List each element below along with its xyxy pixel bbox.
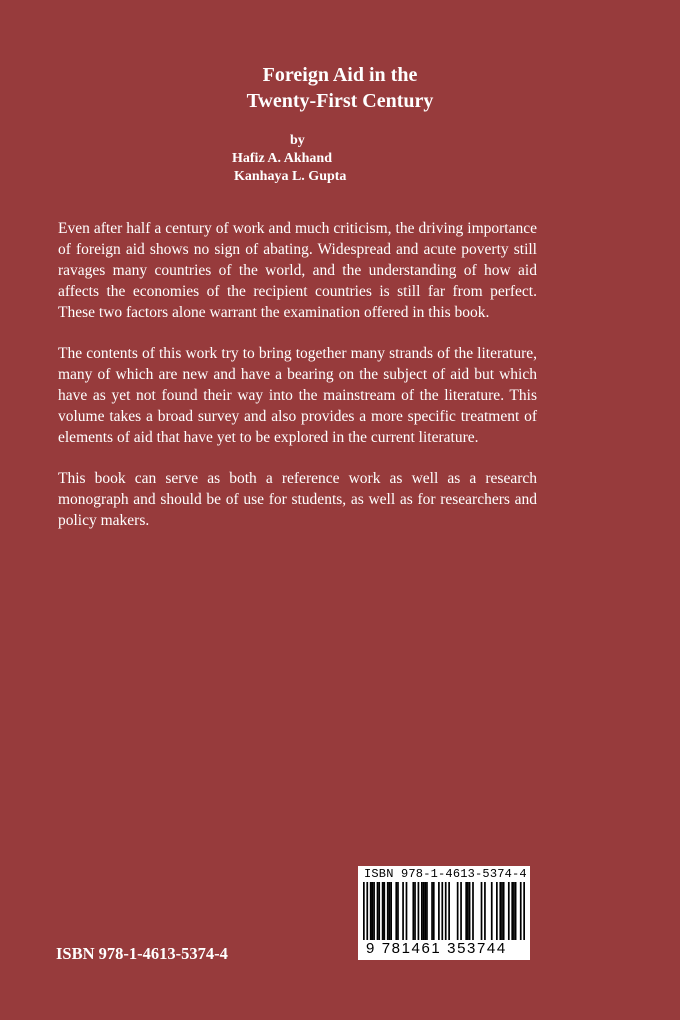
barcode-bar bbox=[433, 882, 435, 940]
barcode-bar bbox=[457, 882, 459, 940]
barcode-bar bbox=[501, 882, 503, 940]
barcode-bar bbox=[441, 882, 443, 940]
barcode-bar bbox=[390, 882, 392, 940]
barcode-bar bbox=[389, 882, 391, 940]
barcode-bar bbox=[421, 882, 423, 940]
blurb bbox=[58, 218, 537, 551]
barcode-bar bbox=[508, 882, 510, 940]
barcode-bar bbox=[491, 882, 493, 940]
barcode-bar bbox=[378, 882, 380, 940]
barcode-bar bbox=[523, 882, 525, 940]
barcode-bar bbox=[438, 882, 440, 940]
barcode-bar bbox=[511, 882, 513, 940]
title-line-2: Twenty-First Century bbox=[246, 90, 434, 112]
barcode-bar bbox=[515, 882, 517, 940]
barcode-bar bbox=[366, 882, 368, 940]
by-label: by bbox=[290, 133, 305, 148]
barcode-bar bbox=[426, 882, 428, 940]
barcode-bar bbox=[460, 882, 462, 940]
author-1: Hafiz A. Akhand bbox=[232, 151, 332, 166]
barcode-bar bbox=[484, 882, 486, 940]
barcode-bar bbox=[472, 882, 474, 940]
barcode-bar bbox=[406, 882, 408, 940]
barcode-bar bbox=[363, 882, 365, 940]
barcode-box bbox=[358, 866, 530, 960]
barcode-bar bbox=[373, 882, 375, 940]
barcode-bar bbox=[418, 882, 420, 940]
barcode-bar bbox=[445, 882, 447, 940]
barcode-bar bbox=[467, 882, 469, 940]
barcode-bar bbox=[377, 882, 379, 940]
barcode-isbn-label: ISBN 978-1-4613-5374-4 bbox=[364, 867, 527, 881]
barcode-icon bbox=[363, 882, 525, 940]
barcode-bar bbox=[397, 882, 399, 940]
barcode-bar bbox=[370, 882, 372, 940]
barcode-bar bbox=[496, 882, 498, 940]
barcode-bar bbox=[424, 882, 426, 940]
barcode-bar bbox=[469, 882, 471, 940]
barcode-bar bbox=[513, 882, 515, 940]
barcode-bar bbox=[431, 882, 433, 940]
barcode-bar bbox=[481, 882, 483, 940]
barcode-bar bbox=[414, 882, 416, 940]
barcode-bar bbox=[395, 882, 397, 940]
author-2: Kanhaya L. Gupta bbox=[234, 169, 347, 184]
barcode-bar bbox=[423, 882, 425, 940]
barcode-bar bbox=[387, 882, 389, 940]
barcode-bar bbox=[503, 882, 505, 940]
barcode-bar bbox=[448, 882, 450, 940]
barcode-bar bbox=[383, 882, 385, 940]
blurb-paragraph-1: Even after half a century of work and much criticism, the driving importance of foreign aid shows no sign of abating. Widespread and acute poverty still ravages many countries of the world, and the understanding of how aid affects the economies of the recipient countries is still far from perfect. These two factors alone warrant the examination offered in this book. bbox=[58, 220, 537, 321]
barcode-bar bbox=[465, 882, 467, 940]
barcode-bar bbox=[382, 882, 384, 940]
barcode-bar bbox=[412, 882, 414, 940]
barcode-digits: 9 781461 353744 bbox=[366, 940, 507, 957]
barcode-bar bbox=[402, 882, 404, 940]
blurb-paragraph-2: The contents of this work try to bring together many strands of the literature, many of which are new and have a bearing on the subject of aid but which have as yet not found their way into the mainstream of the literature. This volume takes a broad survey and also provides a more specific treatment of elements of aid that have yet to be explored in the current literature. bbox=[58, 345, 537, 446]
barcode-bar bbox=[520, 882, 522, 940]
isbn-text: ISBN 978-1-4613-5374-4 bbox=[56, 944, 228, 963]
book-title bbox=[0, 62, 680, 114]
blurb-paragraph-3: This book can serve as both a reference work as well as a research monograph and should be of use for students, as well as for researchers and policy makers. bbox=[58, 470, 537, 529]
barcode-bar bbox=[499, 882, 501, 940]
title-line-1: Foreign Aid in the bbox=[262, 64, 418, 86]
barcode-bar bbox=[372, 882, 374, 940]
